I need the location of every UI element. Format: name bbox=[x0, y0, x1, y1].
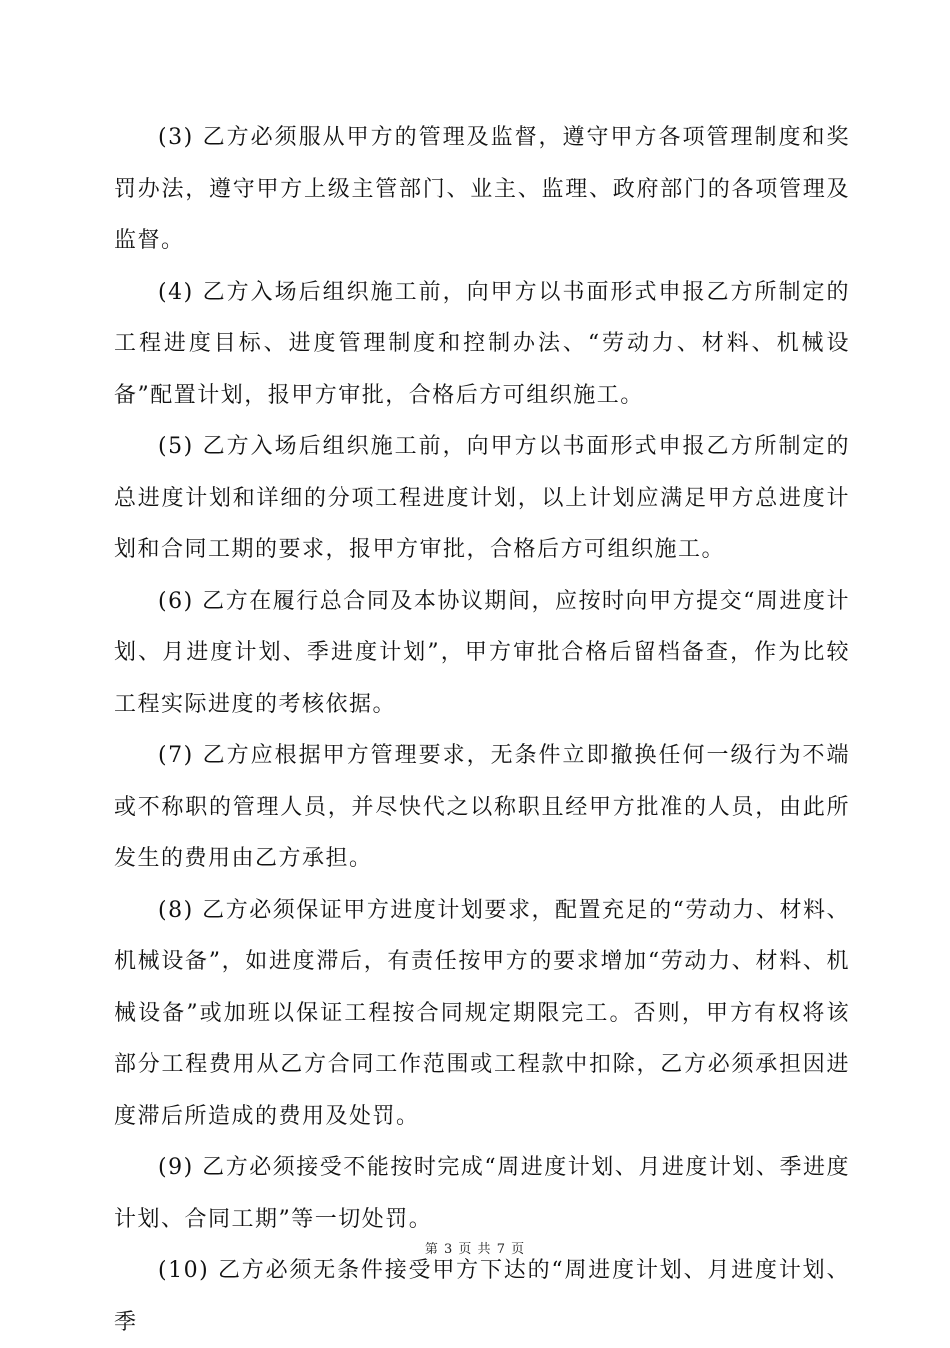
clause-8-paragraph: (8) 乙方必须保证甲方进度计划要求，配置充足的“劳动力、材料、机械设备”，如进度滞后，有责任按甲方的要求增加“劳动力、材料、机械设备”或加班以保证工程按合同规定期限完工。否则，甲方有权将该部分工程费用从乙方合同工作范围或工程款中扣除，乙方必须承担因进度滞后所造成的费用及处罚。 bbox=[114, 897, 850, 1129]
clause-9-paragraph: (9) 乙方必须接受不能按时完成“周进度计划、月进度计划、季进度计划、合同工期”等一切处罚。 bbox=[114, 1155, 850, 1232]
clause-6-paragraph: (6) 乙方在履行总合同及本协议期间，应按时向甲方提交“周进度计划、月进度计划、季进度计划”，甲方审批合格后留档备查，作为比较工程实际进度的考核依据。 bbox=[114, 588, 850, 717]
clause-7-paragraph: (7) 乙方应根据甲方管理要求，无条件立即撤换任何一级行为不端或不称职的管理人员，并尽快代之以称职且经甲方批准的人员，由此所发生的费用由乙方承担。 bbox=[114, 743, 850, 871]
clause-10-paragraph: (10) 乙方必须无条件接受甲方下达的“周进度计划、月进度计划、季 bbox=[114, 1258, 850, 1335]
page-number-footer: 第 3 页 共 7 页 bbox=[424, 1242, 526, 1257]
clause-4-paragraph: (4) 乙方入场后组织施工前，向甲方以书面形式申报乙方所制定的工程进度目标、进度管理制度和控制办法、“劳动力、材料、机械设备”配置计划，报甲方审批，合格后方可组织施工。 bbox=[114, 279, 850, 408]
clause-3-paragraph: (3) 乙方必须服从甲方的管理及监督，遵守甲方各项管理制度和奖罚办法，遵守甲方上级主管部门、业主、监理、政府部门的各项管理及监督。 bbox=[114, 125, 850, 253]
document-body bbox=[114, 112, 850, 1348]
clause-5-paragraph: (5) 乙方入场后组织施工前，向甲方以书面形式申报乙方所制定的总进度计划和详细的分项工程进度计划，以上计划应满足甲方总进度计划和合同工期的要求，报甲方审批，合格后方可组织施工。 bbox=[114, 434, 850, 562]
